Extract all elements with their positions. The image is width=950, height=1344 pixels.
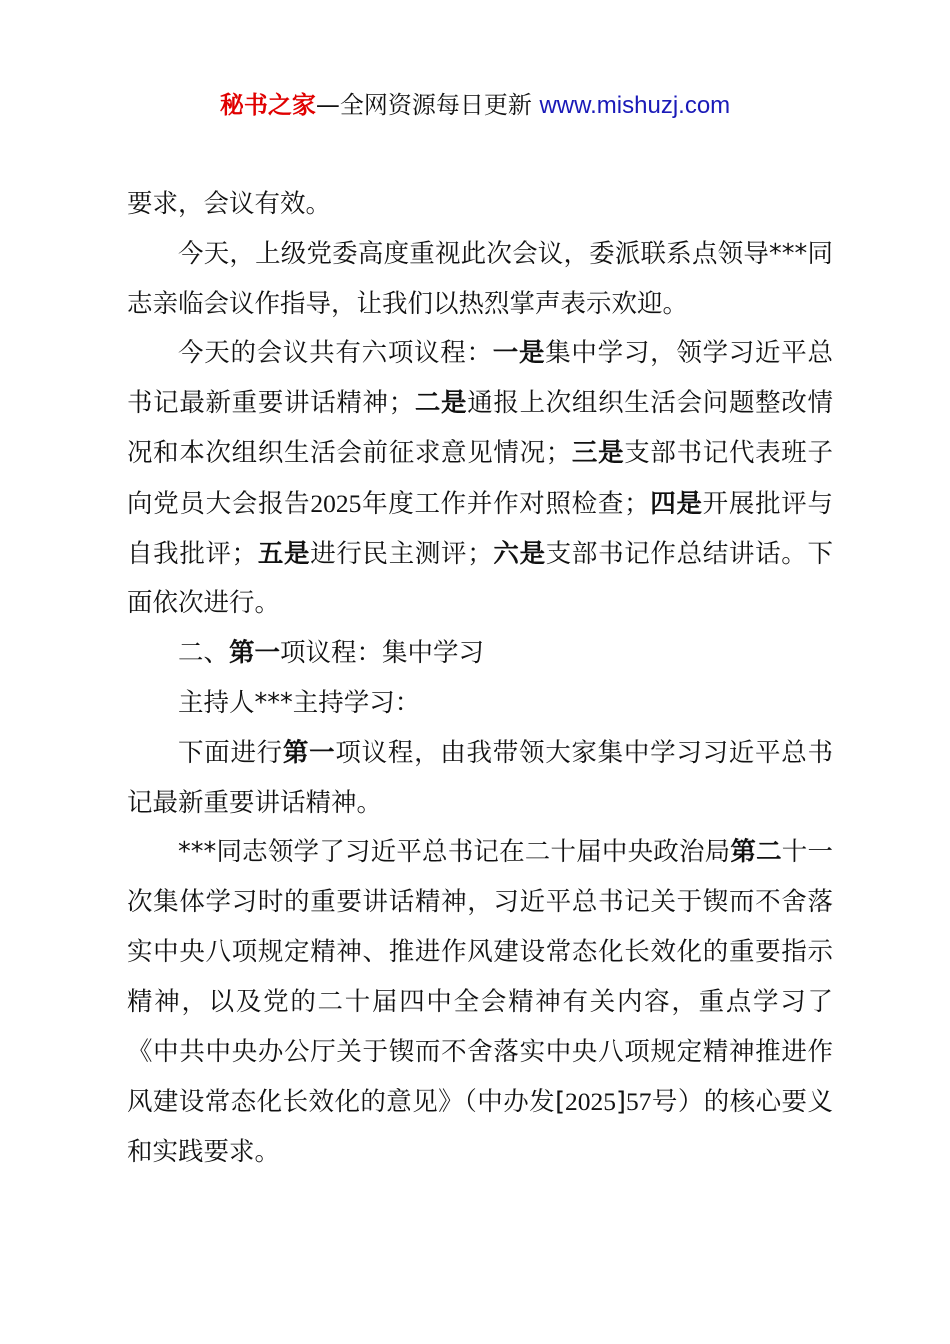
paragraph-study-content bbox=[127, 828, 833, 1178]
study-content-year: 2025 bbox=[565, 1087, 617, 1117]
study-content-keyword: 第二 bbox=[730, 837, 782, 868]
section-heading-keyword: 第一 bbox=[229, 638, 281, 669]
paragraph-host: 主持人***主持学习： bbox=[178, 687, 421, 718]
agenda-keyword-4: 四是 bbox=[649, 488, 703, 519]
section-heading-text: 项议程：集中学习 bbox=[280, 638, 485, 669]
document-body bbox=[127, 180, 833, 1178]
section-heading-number: 二、 bbox=[178, 638, 230, 669]
study-content-c: 十一次集体学习时的重要讲话精神，习近平总书记关于锲而不舍落实中央八项规定精神、推进作风建设常态化长效化的重要指示精神，以及党的二十届四中全会精神有关内容，重点学习了《中共中央办公厅关于锲而不舍落实中央八项规定精神推进作风建设常态化长效化的意见》（中办发[ bbox=[127, 837, 833, 1118]
section-heading bbox=[127, 629, 833, 679]
agenda-keyword-5: 五是 bbox=[257, 538, 311, 569]
agenda-item-4: 开展批评与自我批评； bbox=[127, 488, 833, 569]
study-content-e: 号）的核心要义和实践要求。 bbox=[127, 1087, 833, 1168]
agenda-keyword-3: 三是 bbox=[571, 437, 625, 468]
agenda-keyword-2: 二是 bbox=[414, 388, 468, 419]
agenda-item-6: 支部书记作总结讲话。下面依次进行。 bbox=[127, 538, 833, 619]
study-content-number: 57 bbox=[625, 1087, 652, 1117]
agenda-intro: 今天的会议共有六项议程： bbox=[178, 338, 493, 369]
agenda-keyword-6: 六是 bbox=[492, 538, 546, 569]
agenda-item-3a: 支部书记代表班子向党员大会报告 bbox=[127, 437, 833, 519]
site-slogan: —全网资源每日更新 bbox=[315, 91, 540, 119]
agenda-item-3b: 年度工作并作对照检查； bbox=[361, 488, 650, 519]
paragraph-intro-study bbox=[127, 729, 833, 829]
paragraph-agenda bbox=[127, 329, 833, 629]
agenda-keyword-1: 一是 bbox=[492, 338, 546, 369]
site-brand: 秘书之家 bbox=[219, 91, 316, 119]
study-content-d: ] bbox=[616, 1087, 626, 1118]
site-header bbox=[0, 88, 950, 123]
study-content-a: ***同志领学了习近平总书记在二十届中央政治局 bbox=[178, 837, 731, 868]
agenda-item-5: 进行民主测评； bbox=[310, 538, 493, 569]
paragraph-2: 今天，上级党委高度重视此次会议，委派联系点领导***同志亲临会议作指导，让我们以热烈掌声表示欢迎。 bbox=[127, 238, 833, 319]
agenda-item-1: 集中学习，领学习近平总书记最新重要讲话精神； bbox=[127, 338, 833, 419]
paragraph-1: 要求，会议有效。 bbox=[127, 189, 332, 219]
intro-study-a: 下面进行 bbox=[178, 737, 283, 768]
agenda-item-2: 通报上次组织生活会问题整改情况和本次组织生活会前征求意见情况； bbox=[127, 388, 833, 468]
intro-study-c: 项议程，由我带领大家集中学习习近平总书记最新重要讲话精神。 bbox=[127, 737, 833, 818]
agenda-year: 2025 bbox=[310, 488, 362, 518]
site-url-link[interactable]: www.mishuzj.com bbox=[539, 92, 731, 119]
intro-study-keyword: 第一 bbox=[282, 737, 336, 768]
